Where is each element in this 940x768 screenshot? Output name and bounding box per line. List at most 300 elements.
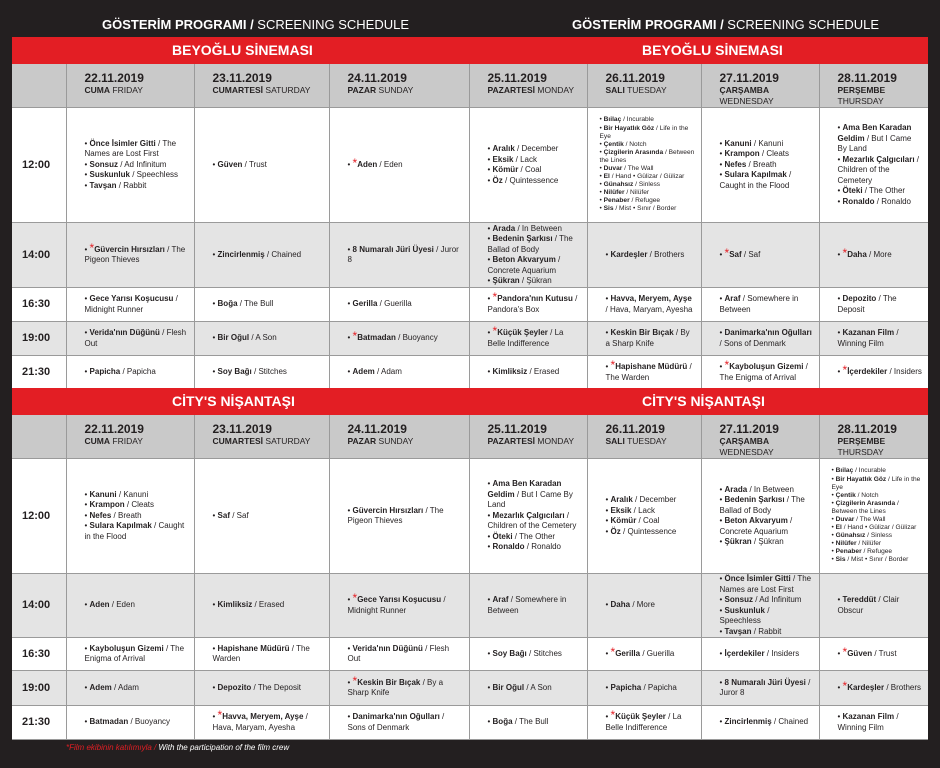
- day-name: [838, 436, 923, 458]
- film-entry[interactable]: • Krampon / Cleats: [719, 149, 790, 159]
- bullet-icon: •: [605, 712, 611, 721]
- time-slot: 14:00: [12, 223, 66, 288]
- day-header: [194, 64, 329, 108]
- bullet-icon: •: [837, 123, 843, 132]
- film-title-tr: Araf: [724, 294, 741, 303]
- film-title-en: The Enigma of Arrival: [719, 372, 796, 382]
- film-entry[interactable]: • *Batmadan / Buoyancy: [347, 329, 438, 344]
- film-title-tr: Çizgilerin Arasında: [603, 148, 664, 156]
- film-title-en: Caught in the Flood: [84, 521, 185, 541]
- bullet-icon: •: [212, 333, 218, 343]
- film-title-tr: Soy Bağı: [492, 648, 527, 658]
- film-entry[interactable]: • *Küçük Şeyler / La Belle Indifference: [605, 708, 682, 732]
- film-entry[interactable]: • Sis / Mist • Sınır / Border: [831, 556, 909, 564]
- film-entry[interactable]: • Zincirlenmiş / Chained: [212, 249, 302, 259]
- film-entry[interactable]: • Öz / Quintessence: [605, 526, 677, 536]
- film-entry[interactable]: • Sonsuz / Ad Infinitum: [719, 595, 802, 604]
- bullet-icon: •: [837, 712, 843, 721]
- day-name-en: SATURDAY: [265, 85, 311, 95]
- film-entry[interactable]: • Ama Ben Karadan Geldim / But I Came By Land: [487, 479, 573, 510]
- screening-cell: [587, 356, 701, 390]
- film-title-tr: Danimarka'nın Oğulları: [352, 712, 440, 721]
- film-entry[interactable]: • Bedenin Şarkısı / The Ballad of Body: [487, 234, 573, 254]
- film-entry[interactable]: • *Gece Yarısı Koşucusu / Midnight Runner: [347, 591, 446, 615]
- film-entry[interactable]: • Nefes / Breath: [719, 159, 777, 169]
- film-title-en: Cleats: [131, 500, 155, 510]
- film-entry[interactable]: • Öz / Quintessence: [487, 175, 559, 185]
- film-entry[interactable]: • Bir Hayatlık Göz / Life in the Eye: [599, 124, 689, 140]
- film-title-en: Papicha: [647, 682, 677, 692]
- film-entry[interactable]: • Sis / Mist • Sınır / Border: [599, 205, 677, 213]
- film-entry[interactable]: • Nilüfer / Nilüfer: [831, 540, 882, 548]
- film-title-en: Lack: [638, 505, 656, 515]
- film-entry[interactable]: • *Kardeşler / Brothers: [837, 678, 922, 693]
- film-entry[interactable]: • Bir Oğul / A Son: [212, 333, 277, 343]
- screening-cell: [194, 574, 329, 638]
- day-name: [348, 436, 463, 447]
- time-row: [12, 671, 928, 706]
- film-entry[interactable]: • Saf / Saf: [212, 510, 249, 520]
- screening-cell: [587, 459, 701, 574]
- venue-name: CİTY'S NİŞANTAŞI: [172, 393, 295, 409]
- film-title-tr: Mezarlık Çalgıcıları: [492, 510, 565, 520]
- bullet-icon: •: [719, 605, 725, 615]
- film-entry[interactable]: • Bir Oğul / A Son: [487, 682, 552, 692]
- film-entry[interactable]: • Krampon / Cleats: [84, 500, 155, 510]
- film-entry[interactable]: • Nilüfer / Nilüfer: [599, 189, 650, 197]
- film-entry[interactable]: • Mezarlık Çalgıcıları / Children of the Cemetery: [487, 510, 577, 531]
- day-name-en: SATURDAY: [265, 436, 311, 446]
- screening-cell: [329, 288, 469, 322]
- film-title-en: Rabbit: [123, 180, 147, 190]
- film-entry[interactable]: • Bedenin Şarkısı / The Ballad of Body: [719, 495, 805, 515]
- film-entry[interactable]: • *Pandora'nın Kutusu / Pandora's Box: [487, 290, 578, 314]
- crew-star-icon: *: [842, 678, 848, 693]
- film-entry[interactable]: • Danimarka'nın Oğulları / Sons of Denmark: [719, 328, 812, 348]
- day-name-en: THURSDAY: [837, 96, 884, 106]
- film-title-tr: Sis: [835, 556, 846, 564]
- film-title-tr: Günahsız: [835, 532, 866, 540]
- screening-cell: [587, 574, 701, 638]
- film-title-tr: Önce İsimler Gitti: [724, 574, 791, 583]
- film-title-tr: Duvar: [835, 516, 855, 523]
- screening-cell: [329, 322, 469, 356]
- film-entry[interactable]: • Boğa / The Bull: [487, 717, 549, 727]
- film-entry[interactable]: • Keskin Bir Bıçak / By a Sharp Knife: [605, 328, 690, 348]
- film-entry[interactable]: • Çizgilerin Arasında / Between the Lines: [599, 148, 695, 164]
- bullet-icon: •: [599, 189, 604, 197]
- film-entry[interactable]: • *Hapishane Müdürü / The Warden: [605, 358, 692, 382]
- bullet-icon: •: [487, 144, 493, 153]
- film-entry[interactable]: • Suskunluk / Speechless: [719, 605, 770, 625]
- screening-cell: [329, 638, 469, 671]
- film-entry[interactable]: • Günahsız / Sinless: [831, 532, 893, 540]
- film-title-en: The Warden: [605, 372, 650, 382]
- film-title-tr: Keskin Bir Bıçak: [357, 677, 421, 687]
- film-entry[interactable]: • Tereddüt / Clair Obscur: [837, 595, 900, 615]
- day-date: 22.11.2019: [84, 422, 144, 436]
- day-name-tr: CUMARTESİ: [212, 436, 264, 446]
- film-entry[interactable]: • Kayboluşun Gizemi / The Enigma of Arrival: [84, 643, 185, 663]
- film-entry[interactable]: • Danimarka'nın Oğulları / Sons of Denmark: [347, 712, 445, 732]
- film-title-tr: 8 Numaralı Jüri Üyesi: [352, 244, 434, 254]
- screening-cell: [194, 706, 329, 740]
- bullet-icon: •: [719, 677, 725, 687]
- bullet-icon: •: [487, 531, 493, 541]
- bullet-icon: •: [837, 186, 843, 195]
- film-title-en: Caught in the Flood: [719, 180, 790, 190]
- film-entry[interactable]: • Zincirlenmiş / Chained: [719, 717, 809, 727]
- film-entry[interactable]: • Öteki / The Other: [837, 186, 906, 195]
- bullet-icon: •: [719, 170, 725, 180]
- screening-cell: [701, 459, 819, 574]
- film-title-tr: Penaber: [603, 197, 630, 205]
- film-entry[interactable]: • Öteki / The Other: [487, 531, 556, 541]
- film-entry[interactable]: • Şükran / Şükran: [719, 537, 784, 546]
- film-title-en: Speechless: [136, 170, 179, 180]
- film-title-en: But I Came By Land: [487, 489, 573, 510]
- bullet-icon: •: [599, 173, 604, 181]
- film-title-en: Winning Film: [837, 722, 884, 732]
- film-title-tr: Daha: [610, 600, 631, 610]
- film-entry[interactable]: • Bir Hayatlık Göz / Life in the Eye: [831, 475, 921, 491]
- film-entry[interactable]: • Ama Ben Karadan Geldim / But I Came By Land: [837, 123, 912, 153]
- screening-cell: [587, 706, 701, 740]
- film-title-tr: Havva, Meryem, Ayşe: [610, 294, 692, 303]
- film-entry[interactable]: • Boğa / The Bull: [212, 299, 274, 309]
- screening-cell: [587, 223, 701, 288]
- film-entry[interactable]: • Depozito / The Deposit: [837, 294, 897, 314]
- film-entry[interactable]: • *Güvercin Hırsızları / The Pigeon Thieves: [84, 240, 186, 264]
- bullet-icon: •: [487, 717, 493, 727]
- film-entry[interactable]: • Arada / In Between: [487, 223, 562, 233]
- bullet-icon: •: [212, 682, 218, 692]
- film-entry[interactable]: • Kazanan Film / Winning Film: [837, 712, 899, 732]
- film-entry[interactable]: • Mezarlık Çalgıcıları / Children of the Cemetery: [837, 154, 920, 185]
- film-title-en: The Other: [519, 531, 556, 541]
- film-entry[interactable]: • Adem / Adam: [84, 682, 139, 692]
- film-entry[interactable]: • *İçerdekiler / Insiders: [837, 363, 922, 378]
- bullet-icon: •: [487, 328, 493, 337]
- bullet-icon: •: [831, 491, 836, 499]
- film-title-tr: Gerilla: [352, 299, 378, 309]
- film-title-en: Coal: [642, 516, 660, 525]
- film-entry[interactable]: • Verida'nın Düğünü / Flesh Out: [84, 328, 187, 348]
- film-title-en: The Other: [869, 186, 906, 195]
- bullet-icon: •: [719, 484, 725, 494]
- film-title-en: Papicha: [126, 367, 156, 377]
- bullet-icon: •: [487, 294, 493, 303]
- crew-star-icon: *: [352, 329, 358, 344]
- film-entry[interactable]: • Aden / Eden: [84, 600, 135, 610]
- bullet-icon: •: [719, 595, 725, 604]
- film-entry[interactable]: • Papicha / Papicha: [605, 682, 677, 692]
- film-title-en: Life in the Eye: [599, 124, 689, 140]
- film-title-en: Midnight Runner: [347, 605, 407, 615]
- film-title-en: The Ballad of Body: [719, 495, 805, 515]
- day-name: [213, 436, 323, 447]
- film-entry[interactable]: • Çentik / Notch: [599, 140, 647, 148]
- day-name-tr: ÇARŞAMBA: [719, 436, 770, 446]
- bullet-icon: •: [837, 595, 843, 604]
- film-entry[interactable]: • Ronaldo / Ronaldo: [837, 196, 912, 206]
- day-name-en: SUNDAY: [378, 85, 414, 95]
- film-title-en: Ronaldo: [881, 196, 912, 206]
- film-entry[interactable]: • *Kayboluşun Gizemi / The Enigma of Arrival: [719, 358, 808, 382]
- film-entry[interactable]: • Verida'nın Düğünü / Flesh Out: [347, 643, 450, 663]
- bullet-icon: •: [212, 159, 218, 169]
- screening-cell: [469, 459, 587, 574]
- screening-cell: [587, 288, 701, 322]
- film-title-tr: Aden: [89, 600, 110, 610]
- day-name: [838, 85, 923, 107]
- film-entry[interactable]: • Bıilaç / Incurable: [831, 467, 886, 475]
- film-title-en: Nilüfer: [630, 189, 650, 197]
- film-title-tr: Sonsuz: [724, 595, 753, 604]
- day-date: 23.11.2019: [212, 422, 272, 436]
- film-title-en: Trust: [878, 648, 897, 658]
- film-title-tr: Batmadan: [89, 717, 129, 727]
- film-entry[interactable]: • *Gerilla / Guerilla: [605, 644, 675, 659]
- time-slot: 21:30: [12, 706, 66, 740]
- film-entry[interactable]: • Havva, Meryem, Ayşe / Hava, Maryam, Ayesha: [605, 294, 693, 314]
- film-entry[interactable]: • Soy Bağı / Stitches: [487, 648, 562, 658]
- film-entry[interactable]: • Depozito / The Deposit: [212, 682, 301, 692]
- film-entry[interactable]: • Hapishane Müdürü / The Warden: [212, 643, 310, 663]
- day-name: [720, 436, 813, 458]
- film-entry[interactable]: • Ronaldo / Ronaldo: [487, 542, 562, 552]
- screening-cell: [329, 574, 469, 638]
- film-entry[interactable]: • Gece Yarısı Koşucusu / Midnight Runner: [84, 294, 178, 314]
- screening-cell: [66, 574, 194, 638]
- crew-star-icon: *: [492, 290, 498, 304]
- film-title-en: By a Sharp Knife: [347, 677, 444, 697]
- film-entry[interactable]: • Penaber / Refugee: [831, 548, 893, 556]
- film-title-tr: Eksik: [610, 505, 632, 515]
- header-separator: /: [716, 17, 728, 32]
- film-entry[interactable]: • Sulara Kapılmak / Caught in the Flood: [84, 521, 185, 541]
- film-entry[interactable]: • Kömür / Coal: [605, 516, 660, 525]
- film-entry[interactable]: • Şükran / Şükran: [487, 276, 552, 285]
- bullet-icon: •: [719, 574, 725, 583]
- crew-star-icon: *: [352, 155, 358, 170]
- film-entry[interactable]: • Batmadan / Buoyancy: [84, 717, 171, 727]
- film-title-tr: 8 Numaralı Jüri Üyesi: [724, 677, 806, 687]
- bullet-icon: •: [599, 197, 604, 205]
- film-title-tr: Kimliksiz: [492, 367, 528, 377]
- screening-cell: [66, 671, 194, 706]
- film-title-en: Quintessence: [509, 175, 559, 185]
- film-title-tr: Sulara Kapılmak: [89, 521, 152, 531]
- film-title-en: Winning Film: [837, 338, 884, 348]
- bullet-icon: •: [84, 600, 90, 610]
- film-title-tr: Penaber: [835, 548, 862, 556]
- film-title-tr: Çentik: [603, 140, 624, 148]
- screening-cell: [469, 671, 587, 706]
- bullet-icon: •: [487, 595, 493, 604]
- film-entry[interactable]: • Kardeşler / Brothers: [605, 249, 685, 259]
- day-name: [348, 85, 463, 96]
- bullet-icon: •: [84, 489, 90, 499]
- bullet-icon: •: [605, 526, 611, 536]
- bullet-icon: •: [84, 717, 90, 727]
- film-entry[interactable]: • Daha / More: [605, 600, 655, 610]
- film-entry[interactable]: • Tavşan / Rabbit: [719, 626, 782, 636]
- film-entry[interactable]: • İçerdekiler / Insiders: [719, 648, 800, 658]
- bullet-icon: •: [831, 467, 836, 475]
- film-entry[interactable]: • Penaber / Refugee: [599, 197, 661, 205]
- header-title-en: SCREENING SCHEDULE: [257, 17, 409, 32]
- time-row: [12, 223, 928, 288]
- film-title-en: Insiders: [893, 367, 922, 377]
- film-entry[interactable]: • Beton Akvaryum / Concrete Aquarium: [487, 255, 561, 275]
- bullet-icon: •: [719, 362, 725, 371]
- film-entry[interactable]: • 8 Numaralı Jüri Üyesi / Juror 8: [347, 244, 459, 264]
- film-title-tr: Eksik: [492, 154, 514, 164]
- film-entry[interactable]: • Önce İsimler Gitti / The Names are Lost First: [719, 574, 812, 594]
- film-entry[interactable]: • Güven / Trust: [212, 159, 267, 169]
- film-entry[interactable]: • *Havva, Meryem, Ayşe / Hava, Maryam, Ayesha: [212, 708, 308, 732]
- film-entry[interactable]: • Güvercin Hırsızları / The Pigeon Thieves: [347, 505, 444, 525]
- film-entry[interactable]: • *Küçük Şeyler / La Belle Indifference: [487, 324, 564, 348]
- header-title-tr: GÖSTERİM PROGRAMI: [102, 17, 247, 32]
- screening-cell: [701, 108, 819, 223]
- bullet-icon: •: [347, 677, 353, 687]
- film-title-tr: Ronaldo: [492, 542, 525, 552]
- film-entry[interactable]: • Araf / Somewhere in Between: [487, 595, 567, 615]
- screening-cell: [469, 638, 587, 671]
- day-header: [819, 415, 928, 459]
- film-entry[interactable]: • Eksik / Lack: [487, 154, 538, 164]
- bullet-icon: •: [605, 648, 611, 658]
- film-entry[interactable]: • Duvar / The Wall: [599, 165, 654, 172]
- bullet-icon: •: [347, 299, 353, 309]
- film-entry[interactable]: • Kanuni / Kanuni: [719, 138, 784, 148]
- day-name: [85, 436, 188, 447]
- film-title-tr: Bedenin Şarkısı: [724, 495, 785, 504]
- film-title-en: The Names are Lost First: [84, 138, 177, 159]
- film-entry[interactable]: • Çentik / Notch: [831, 491, 879, 499]
- film-entry[interactable]: • *Aden / Eden: [347, 155, 403, 170]
- film-entry[interactable]: • Kazanan Film / Winning Film: [837, 328, 899, 348]
- bullet-icon: •: [719, 495, 725, 504]
- film-entry[interactable]: • Adem / Adam: [347, 367, 402, 377]
- film-entry[interactable]: • Arada / In Between: [719, 484, 794, 494]
- film-entry[interactable]: • Günahsız / Sinless: [599, 181, 661, 189]
- film-title-tr: Boğa: [217, 299, 238, 309]
- screening-cell: [66, 459, 194, 574]
- film-title-tr: Duvar: [603, 165, 623, 172]
- film-title-en: Between the Lines: [599, 148, 695, 164]
- film-entry[interactable]: • *Daha / More: [837, 245, 892, 260]
- film-entry[interactable]: • Sulara Kapılmak / Caught in the Flood: [719, 170, 792, 190]
- bullet-icon: •: [212, 367, 218, 377]
- time-slot: 14:00: [12, 574, 66, 638]
- screening-cell: [469, 108, 587, 223]
- film-entry[interactable]: • Çizgilerin Arasında / Between the Lines: [831, 499, 899, 515]
- bullet-icon: •: [212, 249, 218, 259]
- film-title-tr: Kömür: [492, 165, 519, 174]
- film-title-tr: Kimliksiz: [217, 600, 253, 610]
- film-title-en: Stitches: [533, 648, 562, 658]
- screening-cell: [66, 223, 194, 288]
- day-name-en: SUNDAY: [378, 436, 414, 446]
- film-title-en: Notch: [629, 140, 647, 148]
- bullet-icon: •: [831, 524, 836, 532]
- film-title-en: Hand • Gülizar / Gülizar: [847, 524, 917, 532]
- film-entry[interactable]: • Duvar / The Wall: [831, 516, 886, 523]
- day-name-en: FRIDAY: [112, 436, 143, 446]
- bullet-icon: •: [84, 643, 90, 653]
- bullet-icon: •: [719, 717, 725, 727]
- bullet-icon: •: [487, 175, 493, 185]
- film-entry[interactable]: • Kimliksiz / Erased: [212, 600, 285, 610]
- film-title-en: Hava, Maryam, Ayesha: [609, 304, 693, 314]
- bullet-icon: •: [84, 244, 90, 254]
- screening-cell: [701, 574, 819, 638]
- film-entry[interactable]: • Papicha / Papicha: [84, 367, 156, 377]
- film-entry[interactable]: • Araf / Somewhere in Between: [719, 294, 799, 314]
- film-title-en: The Wall: [627, 165, 654, 172]
- crew-star-icon: *: [352, 591, 358, 605]
- screening-cell: [66, 356, 194, 390]
- crew-star-icon: *: [842, 363, 848, 378]
- crew-star-icon: *: [217, 708, 223, 722]
- film-title-tr: El: [835, 524, 842, 532]
- film-entry[interactable]: • Kanuni / Kanuni: [84, 489, 149, 499]
- film-title-tr: Depozito: [217, 682, 252, 692]
- venue-name: BEYOĞLU SİNEMASI: [172, 42, 313, 58]
- film-title-tr: Sulara Kapılmak: [724, 170, 787, 180]
- film-entry[interactable]: • Önce İsimler Gitti / The Names are Lost First: [84, 138, 177, 159]
- film-title-en: Incurable: [858, 467, 886, 475]
- film-entry[interactable]: • Suskunluk / Speechless: [84, 170, 179, 180]
- film-entry[interactable]: • *Keskin Bir Bıçak / By a Sharp Knife: [347, 673, 444, 697]
- film-entry[interactable]: • Tavşan / Rabbit: [84, 180, 147, 190]
- bullet-icon: •: [487, 255, 493, 264]
- film-title-tr: İçerdekiler: [724, 648, 765, 658]
- film-title-en: Buoyancy: [134, 717, 171, 727]
- film-entry[interactable]: • Beton Akvaryum / Concrete Aquarium: [719, 516, 793, 536]
- film-title-tr: Güvercin Hırsızları: [352, 505, 424, 515]
- bullet-icon: •: [347, 595, 353, 604]
- film-entry[interactable]: • Gerilla / Guerilla: [347, 299, 412, 309]
- film-entry[interactable]: • Nefes / Breath: [84, 510, 142, 520]
- film-entry[interactable]: • Bıilaç / Incurable: [599, 116, 654, 124]
- film-entry[interactable]: • Aralık / December: [487, 144, 559, 153]
- film-entry[interactable]: • Sonsuz / Ad Infinitum: [84, 159, 167, 169]
- film-entry[interactable]: • El / Hand • Gülizar / Gülizar: [599, 173, 685, 181]
- day-date: 24.11.2019: [347, 71, 407, 85]
- film-entry[interactable]: • Kimliksiz / Erased: [487, 367, 560, 377]
- film-entry[interactable]: • Aralık / December: [605, 495, 677, 504]
- film-entry[interactable]: • Soy Bağı / Stitches: [212, 367, 287, 377]
- film-entry[interactable]: • El / Hand • Gülizar / Gülizar: [831, 524, 917, 532]
- film-entry[interactable]: • *Güven / Trust: [837, 644, 897, 659]
- film-title-en: Nilüfer: [862, 540, 882, 548]
- film-entry[interactable]: • 8 Numaralı Jüri Üyesi / Juror 8: [719, 677, 811, 697]
- film-entry[interactable]: • Eksik / Lack: [605, 505, 656, 515]
- film-entry[interactable]: • Kömür / Coal: [487, 165, 542, 174]
- film-title-en: Juror 8: [719, 688, 745, 697]
- bullet-icon: •: [605, 294, 611, 303]
- film-title-en: Mist • Sınır / Border: [851, 556, 909, 564]
- film-title-tr: Günahsız: [603, 181, 634, 189]
- film-title-tr: Bıilaç: [603, 116, 622, 124]
- film-title-en: Lack: [520, 154, 538, 164]
- screening-cell: [819, 223, 928, 288]
- film-entry[interactable]: • *Saf / Saf: [719, 245, 761, 260]
